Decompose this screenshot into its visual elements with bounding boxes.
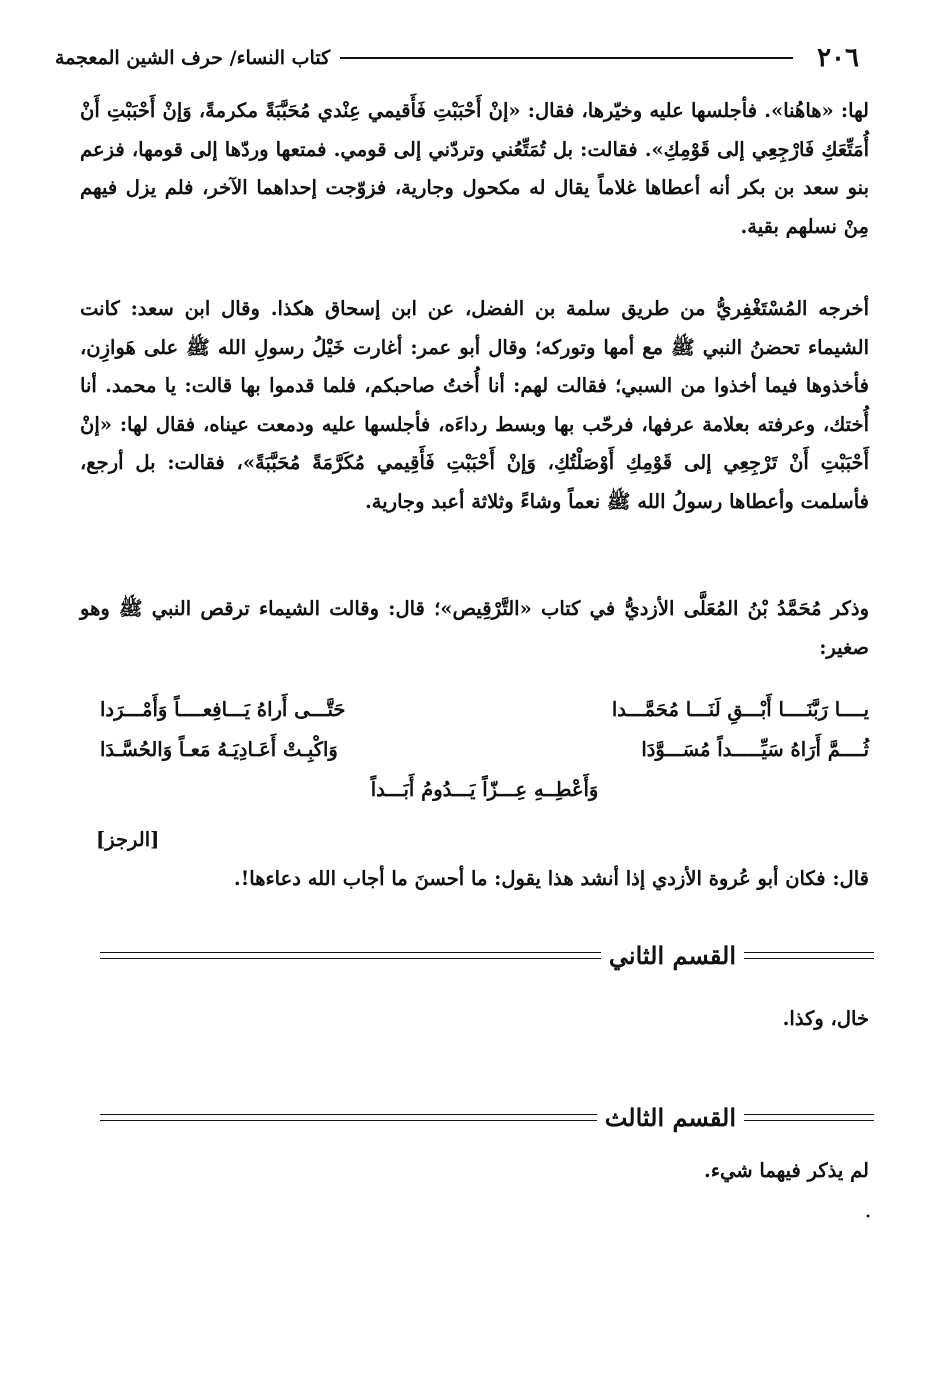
verse-3: وَأَعْطِــهِ عِـــزّاً يَـــدُومُ أَبَـــداً [370, 778, 599, 801]
paragraph-6: لم يذكر فيهما شيء. [704, 1159, 869, 1182]
section-heading-third [100, 1097, 874, 1137]
paragraph-1: لها: «هاهُنا». فأجلسها عليه وخيّرها، فقال: «إنْ أَحْبَبْتِ فَأَقيمي عِنْدي مُحَبَّبَةً مكرمةً، وَإنْ أَحْبَبْتِ أَنْ أُمَتِّعَكِ فَارْجِعِي إلى قَوْمِكِ». فقالت: بل تُمَتِّعُني وتردّني إلى قومي. فمتعها وردّها إلى قومها، فزعم بنو سعد بن بكر أنه أعطاها غلاماً يقال له مكحول وجارية، فزوّجت إحداهما الآخر، فلم يزل فيهم مِنْ نسلهم بقية. [80, 99, 869, 238]
header-rule [340, 57, 793, 59]
poem-verses [100, 690, 869, 810]
section-title-second: القسم الثاني [608, 940, 736, 970]
stray-mark: • [865, 1212, 871, 1223]
verse-line-1 [100, 690, 869, 730]
running-title: كتاب النساء/ حرف الشين المعجمة [55, 47, 331, 69]
verse-1-second-hemistich: حَتَّـــى أَراهُ يَـــافِعــــاً وَأَمْـــرَدا [100, 698, 346, 721]
section-rule-right [744, 952, 874, 959]
section-rule-left [100, 1114, 597, 1121]
verse-line-3 [100, 770, 869, 810]
verse-line-2 [100, 730, 869, 770]
verse-2-second-hemistich: وَاكْبِـتْ أَعَـادِيَـهُ مَعـاً وَالحُسَّـدَا [100, 738, 338, 761]
poem-meter-label: [الرجز] [96, 828, 160, 851]
section-title-third: القسم الثالث [604, 1102, 736, 1132]
verse-1-first-hemistich: يــــا رَبَّنَــــا أَبْـــقِ لَنَـــا مُحَمَّـــدا [611, 698, 869, 721]
page-number: ٢٠٦ [817, 43, 859, 73]
verse-2-first-hemistich: ثُــــمَّ أَرَاهُ سَيِّـــــداً مُسَـــوَّدَا [641, 738, 869, 761]
section-rule-right [744, 1114, 874, 1121]
paragraph-5: خال، وكذا. [782, 1007, 869, 1030]
paragraph-4: قال: فكان أبو عُروة الأزدي إذا أنشد هذا يقول: ما أحسنَ ما أجاب الله دعاءها!. [233, 867, 869, 890]
section-rule-left [100, 952, 601, 959]
paragraph-3: وذكر مُحَمَّدُ بْنُ المُعَلَّى الأزديُّ في كتاب «التَّرْقِيص»؛ قال: وقالت الشيماء ترقص النبي ﷺ وهو صغير: [80, 597, 869, 659]
page-header [55, 38, 859, 78]
section-heading-second [100, 935, 874, 975]
paragraph-2: أخرجه المُسْتَغْفِريُّ من طريق سلمة بن الفضل، عن ابن إسحاق هكذا. وقال ابن سعد: كانت الشيماء تحضنُ النبي ﷺ مع أمها وتوركه؛ وقال أبو عمر: أغارت خَيْلُ رسولِ الله ﷺ على هَوازِن، فأخذوها فيما أخذوا من السبي؛ فقالت لهم: أنا أُختُ صاحبكم، فلما قدموا بها قالت: يا محمد. أنا أُختك، وعرفته بعلامة عرفها، فرحّب بها وبسط رداءَه، فأجلسها عليه ودمعت عيناه، فقال لها: «إنْ أَحْبَبْتِ أَنْ تَرْجِعِي إلى قَوْمِكِ أَوْصَلْتُكِ، وَإنْ أَحْبَبْتِ فَأَقِيمي مُكَرَّمَةً مُحَبَّبَةً»، فقالت: بل أرجع، فأسلمت وأعطاها رسولُ الله ﷺ نعماً وشاءً وثلاثة أعبد وجارية. [80, 297, 869, 513]
